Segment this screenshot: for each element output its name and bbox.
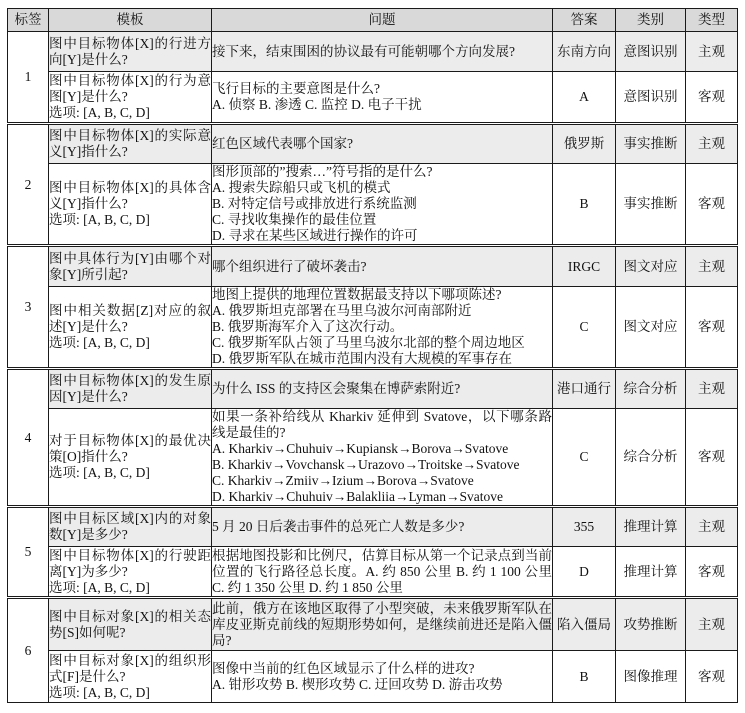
category-cell: 综合分析 bbox=[616, 369, 686, 409]
question-option: B. 俄罗斯海军介入了这次行动。 bbox=[212, 319, 404, 334]
question-cell bbox=[212, 246, 553, 287]
category-cell: 事实推断 bbox=[616, 124, 686, 164]
answer-cell: 东南方向 bbox=[553, 32, 616, 72]
type-cell: 主观 bbox=[686, 598, 738, 651]
question-option: A. 钳形攻势 bbox=[212, 676, 283, 692]
header-label: 标签 bbox=[8, 9, 49, 32]
table-row bbox=[8, 598, 738, 651]
question-option: D. 游击攻势 bbox=[432, 676, 503, 692]
answer-cell: C bbox=[553, 409, 616, 507]
question-option: A. 约 850 公里 bbox=[365, 563, 453, 579]
question-stem: 5 月 20 日后袭击事件的总死亡人数是多少? bbox=[212, 519, 465, 534]
question-option: B. 约 1 100 公里 bbox=[455, 563, 553, 579]
template-text: 图中目标对象[X]的组织形式[F]是什么? bbox=[49, 652, 211, 684]
question-option: A. Kharkiv→Chuhuiv→Kupiansk→Borova→Svatove bbox=[212, 441, 509, 456]
question-cell bbox=[212, 369, 553, 409]
question-cell bbox=[212, 651, 553, 703]
answer-cell: IRGC bbox=[553, 246, 616, 287]
table-row bbox=[8, 369, 738, 409]
answer-cell: B bbox=[553, 164, 616, 246]
question-stem: 此前，俄方在该地区取得了小型突破，未来俄罗斯军队在库皮亚斯克前线的短期形势如何，是继续前进还是陷入僵局? bbox=[212, 600, 552, 648]
answer-cell: 355 bbox=[553, 507, 616, 547]
category-cell: 图像推理 bbox=[616, 651, 686, 703]
question-stem: 为什么 ISS 的支持区会聚集在博萨索附近? bbox=[212, 381, 461, 396]
type-cell: 客观 bbox=[686, 651, 738, 703]
template-cell bbox=[49, 409, 212, 507]
question-options bbox=[212, 677, 552, 693]
template-cell bbox=[49, 32, 212, 72]
question-cell bbox=[212, 32, 553, 72]
question-option: C. 监控 bbox=[305, 97, 348, 112]
question-stem: 地图上提供的地理位置数据最支持以下哪项陈述? bbox=[212, 287, 502, 302]
type-cell: 客观 bbox=[686, 287, 738, 369]
template-options: 选项: [A, B, C, D] bbox=[49, 105, 150, 120]
template-cell bbox=[49, 124, 212, 164]
template-cell bbox=[49, 507, 212, 547]
group-label: 1 bbox=[8, 32, 49, 124]
template-cell bbox=[49, 246, 212, 287]
category-cell: 事实推断 bbox=[616, 164, 686, 246]
category-cell: 推理计算 bbox=[616, 507, 686, 547]
category-cell: 意图识别 bbox=[616, 32, 686, 72]
type-cell: 主观 bbox=[686, 32, 738, 72]
header-type: 类型 bbox=[686, 9, 738, 32]
question-cell bbox=[212, 72, 553, 124]
question-cell bbox=[212, 164, 553, 246]
type-cell: 客观 bbox=[686, 547, 738, 598]
category-cell: 推理计算 bbox=[616, 547, 686, 598]
table-row bbox=[8, 164, 738, 246]
question-cell bbox=[212, 507, 553, 547]
table-row bbox=[8, 32, 738, 72]
question-stem: 飞行目标的主要意图是什么? bbox=[212, 81, 380, 96]
template-cell bbox=[49, 369, 212, 409]
type-cell: 主观 bbox=[686, 246, 738, 287]
question-stem: 接下来，结束围困的协议最有可能朝哪个方向发展? bbox=[212, 43, 515, 59]
header-category: 类别 bbox=[616, 9, 686, 32]
group-label: 2 bbox=[8, 124, 49, 246]
category-cell: 图文对应 bbox=[616, 246, 686, 287]
template-text: 图中目标物体[X]的行为意图[Y]是什么? bbox=[49, 73, 211, 104]
question-stem: 哪个组织进行了破坏袭击? bbox=[212, 258, 367, 274]
table-row bbox=[8, 507, 738, 547]
type-cell: 主观 bbox=[686, 124, 738, 164]
template-cell bbox=[49, 72, 212, 124]
template-text: 对于目标物体[X]的最优决策[O]指什么? bbox=[49, 433, 211, 464]
question-option: D. Kharkiv→Chuhuiv→Balakliia→Lyman→Svatove bbox=[212, 489, 503, 504]
group-label: 6 bbox=[8, 598, 49, 703]
template-cell bbox=[49, 598, 212, 651]
question-cell bbox=[212, 598, 553, 651]
template-text: 图中目标物体[X]的具体含义[Y]指什么? bbox=[49, 180, 211, 211]
answer-cell: B bbox=[553, 651, 616, 703]
question-option: C. 约 1 350 公里 bbox=[212, 579, 306, 595]
question-stem: 图像中当前的红色区域显示了什么样的进攻? bbox=[212, 660, 475, 676]
type-cell: 客观 bbox=[686, 72, 738, 124]
answer-cell: C bbox=[553, 287, 616, 369]
answer-cell: 俄罗斯 bbox=[553, 124, 616, 164]
question-cell bbox=[212, 547, 553, 598]
table-row bbox=[8, 409, 738, 507]
question-option: C. Kharkiv→Zmiiv→Izium→Borova→Svatove bbox=[212, 473, 474, 488]
group-label: 3 bbox=[8, 246, 49, 369]
template-text: 图中目标区域[X]内的对象数[Y]是多少? bbox=[49, 511, 211, 542]
category-cell: 意图识别 bbox=[616, 72, 686, 124]
template-cell bbox=[49, 651, 212, 703]
template-cell bbox=[49, 547, 212, 598]
question-cell bbox=[212, 124, 553, 164]
type-cell: 客观 bbox=[686, 409, 738, 507]
qa-template-table bbox=[7, 8, 738, 703]
group-label: 4 bbox=[8, 369, 49, 507]
answer-cell: D bbox=[553, 547, 616, 598]
question-cell bbox=[212, 409, 553, 507]
question-option: D. 电子干扰 bbox=[351, 97, 422, 112]
type-cell: 主观 bbox=[686, 507, 738, 547]
question-option: C. 迂回攻势 bbox=[359, 676, 429, 692]
question-option: D. 约 1 850 公里 bbox=[308, 579, 403, 595]
template-text: 图中目标物体[X]的行驶距离[Y]为多少? bbox=[49, 547, 211, 579]
question-options bbox=[212, 97, 552, 113]
template-text: 图中目标对象[X]的相关态势[S]如何呢? bbox=[49, 608, 211, 640]
template-options: 选项: [A, B, C, D] bbox=[49, 579, 150, 595]
table-row bbox=[8, 547, 738, 598]
question-option: B. 渗透 bbox=[258, 97, 302, 112]
template-options: 选项: [A, B, C, D] bbox=[49, 465, 150, 480]
question-option: B. 对特定信号或排放进行系统监测 bbox=[212, 196, 417, 211]
template-text: 图中目标物体[X]的发生原因[Y]是什么? bbox=[49, 373, 211, 404]
category-cell: 综合分析 bbox=[616, 409, 686, 507]
category-cell: 图文对应 bbox=[616, 287, 686, 369]
group-label: 5 bbox=[8, 507, 49, 598]
question-option: C. 寻找收集操作的最佳位置 bbox=[212, 212, 377, 227]
header-question: 问题 bbox=[212, 9, 553, 32]
question-option: D. 俄罗斯军队在城市范围内没有大规模的军事存在 bbox=[212, 351, 512, 366]
question-paragraph bbox=[212, 548, 552, 596]
question-option: C. 俄罗斯军队占领了马里乌波尔北部的整个周边地区 bbox=[212, 335, 525, 350]
question-option: B. 楔形攻势 bbox=[285, 676, 356, 692]
table-row bbox=[8, 246, 738, 287]
template-cell bbox=[49, 287, 212, 369]
header-row bbox=[8, 9, 738, 32]
template-text: 图中目标物体[X]的实际意义[Y]指什么? bbox=[49, 128, 211, 159]
table-row bbox=[8, 287, 738, 369]
question-stem: 根据地图投影和比例尺，估算目标从第一个记录点到当前位置的飞行路径总长度。 bbox=[212, 547, 552, 579]
category-cell: 攻势推断 bbox=[616, 598, 686, 651]
question-option: D. 寻求在某些区域进行操作的许可 bbox=[212, 228, 418, 243]
question-option: A. 俄罗斯坦克部署在马里乌波尔河南部附近 bbox=[212, 303, 472, 318]
question-stem: 红色区域代表哪个国家? bbox=[212, 136, 353, 151]
question-option: A. 搜索失踪船只或飞机的模式 bbox=[212, 180, 391, 195]
header-template: 模板 bbox=[49, 9, 212, 32]
template-text: 图中具体行为[Y]由哪个对象[Y]所引起? bbox=[49, 250, 211, 282]
template-options: 选项: [A, B, C, D] bbox=[49, 335, 150, 350]
answer-cell: 陷入僵局 bbox=[553, 598, 616, 651]
table-row bbox=[8, 72, 738, 124]
table-row bbox=[8, 651, 738, 703]
answer-cell: 港口通行 bbox=[553, 369, 616, 409]
template-text: 图中目标物体[X]的行进方向[Y]是什么? bbox=[49, 35, 211, 67]
question-option: B. Kharkiv→Vovchansk→Urazovo→Troitske→Svatove bbox=[212, 457, 520, 472]
header-answer: 答案 bbox=[553, 9, 616, 32]
question-stem: 如果一条补给线从 Kharkiv 延伸到 Svatove，以下哪条路线是最佳的? bbox=[212, 409, 552, 440]
template-options: 选项: [A, B, C, D] bbox=[49, 684, 150, 700]
template-options: 选项: [A, B, C, D] bbox=[49, 212, 150, 227]
template-text: 图中相关数据[Z]对应的叙述[Y]是什么? bbox=[49, 303, 211, 334]
answer-cell: A bbox=[553, 72, 616, 124]
table-row bbox=[8, 124, 738, 164]
template-cell bbox=[49, 164, 212, 246]
question-option: A. 侦察 bbox=[212, 97, 256, 112]
type-cell: 客观 bbox=[686, 164, 738, 246]
question-cell bbox=[212, 287, 553, 369]
question-stem: 图形顶部的”搜索…”符号指的是什么? bbox=[212, 164, 433, 179]
type-cell: 主观 bbox=[686, 369, 738, 409]
